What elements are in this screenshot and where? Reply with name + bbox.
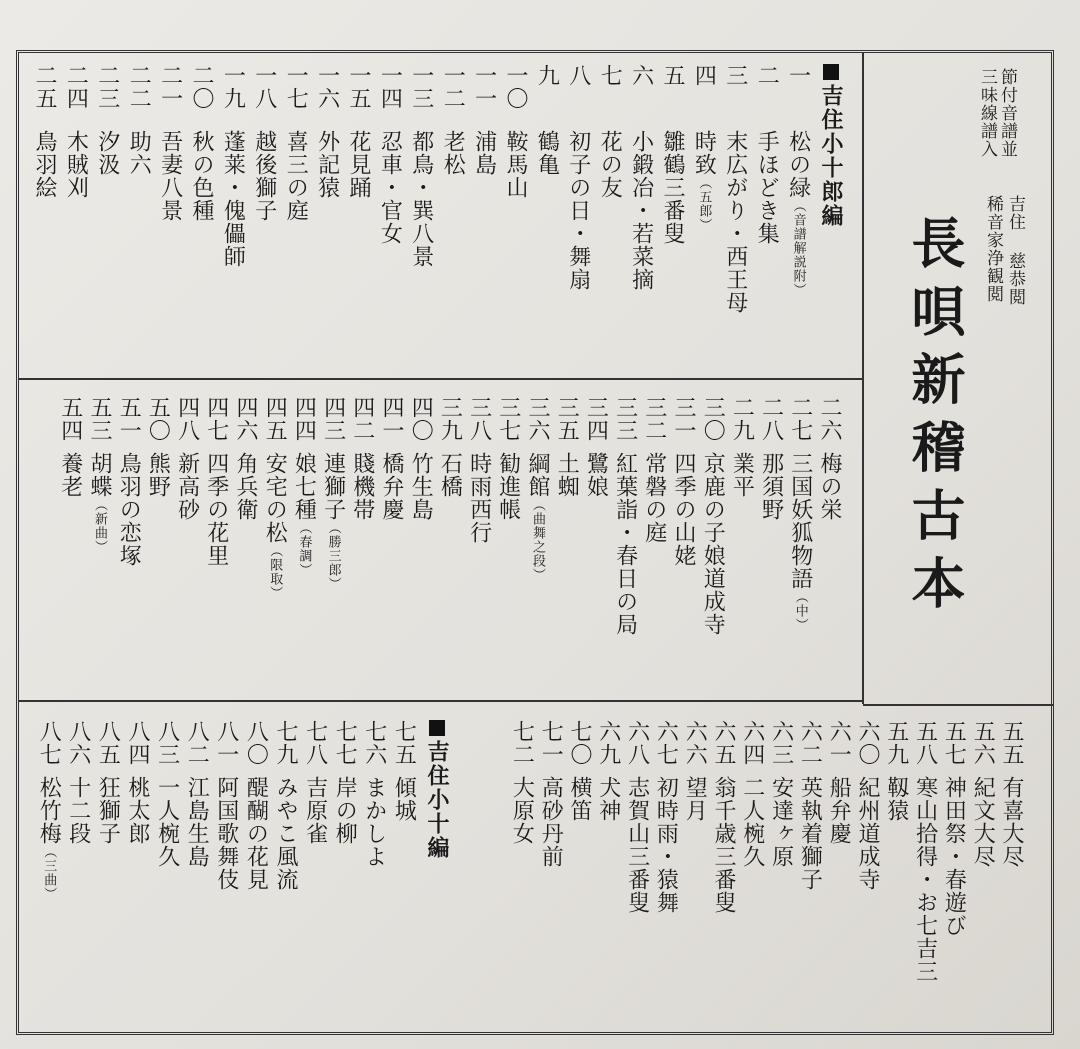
entry-title-text: 手ほどき集 bbox=[754, 130, 780, 245]
entry-title bbox=[440, 130, 466, 420]
entry-title bbox=[682, 776, 708, 1036]
entry-title-text: 京鹿の子娘道成寺 bbox=[700, 452, 726, 636]
entry-number: 六二 bbox=[797, 720, 823, 766]
entry-number: 三七 bbox=[495, 396, 521, 442]
section-heading bbox=[820, 64, 842, 228]
entry-title-text: 胡蝶 bbox=[87, 452, 112, 498]
entry-title-text: 鳥羽の恋塚 bbox=[116, 452, 142, 567]
entry-title bbox=[567, 130, 589, 420]
entry-title-text: 忍車・官女 bbox=[377, 130, 403, 245]
entry-title bbox=[95, 776, 121, 1036]
title-line-right-1: 節付音譜並 bbox=[997, 68, 1017, 158]
entry-number: 三三 bbox=[612, 396, 638, 442]
entry-title bbox=[700, 452, 726, 682]
entry-number: 一二 bbox=[440, 64, 466, 110]
entry-title-text: 雛鶴三番叟 bbox=[660, 130, 685, 245]
entry-number: 六七 bbox=[653, 720, 679, 766]
entry-title bbox=[410, 130, 432, 420]
entry-number: 四五 bbox=[262, 396, 288, 442]
entry-title bbox=[797, 776, 823, 1036]
entry-title bbox=[351, 452, 373, 682]
entry-title-text: 老松 bbox=[440, 130, 466, 176]
entry-title bbox=[408, 452, 434, 682]
entry-title-text: 綱館 bbox=[525, 452, 550, 498]
entry-title-text: 寒山拾得・お七吉三 bbox=[912, 776, 938, 983]
entry-title bbox=[88, 452, 110, 682]
entry-number: 七八 bbox=[302, 720, 328, 766]
title-reviewer-2: 稀音家浄観閲 bbox=[983, 195, 1003, 303]
entry-title bbox=[234, 452, 256, 682]
entry-number: 四三 bbox=[320, 396, 346, 442]
entry-number: 一七 bbox=[283, 64, 309, 110]
entry-number: 五〇 bbox=[145, 396, 171, 442]
entry-number: 四七 bbox=[203, 396, 229, 442]
entry-title bbox=[391, 776, 417, 1036]
heading-text: 吉住小十郎編 bbox=[818, 84, 844, 228]
entry-number: 六一 bbox=[826, 720, 852, 766]
entry-number: 二一 bbox=[157, 64, 183, 110]
entry-note: （五郎） bbox=[696, 176, 712, 232]
entry-title bbox=[626, 776, 648, 1036]
entry-title bbox=[691, 130, 717, 420]
entry-title bbox=[760, 452, 782, 682]
entry-title bbox=[538, 776, 564, 1036]
entry-title bbox=[787, 130, 809, 420]
entry-title bbox=[729, 452, 755, 682]
entry-title-text: 岸の柳 bbox=[332, 776, 358, 845]
entry-number: 六九 bbox=[595, 720, 621, 766]
entry-title bbox=[826, 776, 852, 1036]
entry-number: 一〇 bbox=[503, 64, 528, 110]
entry-title bbox=[614, 452, 636, 682]
entry-number: 一五 bbox=[346, 64, 371, 110]
title-line-right-2: 三味線譜入 bbox=[977, 68, 997, 158]
entry-number: 二八 bbox=[758, 396, 784, 442]
entry-number: 五九 bbox=[883, 720, 909, 766]
entry-title-text: 蓬莱・傀儡師 bbox=[220, 130, 246, 268]
entry-title-text: 大原女 bbox=[509, 776, 535, 845]
entry-title-text: まかしよ bbox=[361, 776, 387, 868]
entry-number: 七六 bbox=[361, 720, 387, 766]
book-title: 長唄新稽古本 bbox=[903, 215, 967, 623]
entry-number: 一 bbox=[785, 64, 811, 87]
entry-title-text: 一人椀久 bbox=[154, 776, 180, 868]
entry-title bbox=[253, 130, 275, 420]
entry-title bbox=[504, 130, 526, 420]
entry-title-text: 犬神 bbox=[595, 776, 621, 822]
entry-title bbox=[283, 130, 309, 420]
entry-number: 五四 bbox=[57, 396, 83, 442]
entry-number: 五 bbox=[660, 64, 685, 87]
entry-title-text: 高砂丹前 bbox=[538, 776, 564, 868]
entry-title bbox=[473, 130, 495, 420]
entry-title-text: 新高砂 bbox=[174, 452, 200, 521]
entry-title-text: 連獅子 bbox=[320, 452, 346, 521]
entry-number: 三九 bbox=[437, 396, 463, 442]
entry-number: 三一 bbox=[671, 396, 696, 442]
entry-title bbox=[363, 776, 385, 1036]
entry-title bbox=[262, 452, 288, 682]
entry-number: 三〇 bbox=[700, 396, 726, 442]
entry-number: 三四 bbox=[583, 396, 609, 442]
entry-number: 一六 bbox=[314, 64, 340, 110]
title-divider bbox=[862, 52, 864, 704]
entry-number: 二七 bbox=[787, 396, 813, 442]
entry-title bbox=[316, 130, 338, 420]
entry-title-text: 神田祭・春遊び bbox=[941, 776, 967, 937]
entry-number: 四六 bbox=[233, 396, 258, 442]
entry-note: （曲舞之段） bbox=[530, 498, 545, 582]
entry-title bbox=[332, 776, 358, 1036]
entry-title bbox=[63, 130, 89, 420]
heading-square-icon bbox=[429, 720, 445, 736]
entry-title bbox=[583, 452, 609, 682]
section-heading bbox=[426, 720, 448, 860]
entry-title bbox=[653, 776, 679, 1036]
entry-title bbox=[672, 452, 694, 682]
entry-number: 二二 bbox=[126, 64, 152, 110]
entry-title-text: 江島生島 bbox=[184, 776, 210, 868]
entry-title-text: 喜三の庭 bbox=[283, 130, 309, 222]
entry-title bbox=[190, 130, 212, 420]
entry-title-text: 安宅の松 bbox=[262, 452, 288, 544]
entry-number: 二六 bbox=[817, 396, 842, 442]
entry-title-text: 越後獅子 bbox=[251, 130, 277, 222]
entry-title-text: 志賀山三番叟 bbox=[624, 776, 650, 914]
entry-number: 八四 bbox=[125, 720, 150, 766]
entry-number: 六〇 bbox=[855, 720, 880, 766]
entry-title bbox=[215, 776, 237, 1036]
entry-title bbox=[643, 452, 665, 682]
entry-title-text: 熊野 bbox=[145, 452, 171, 498]
entry-title-text: 外記猿 bbox=[314, 130, 340, 199]
entry-title bbox=[347, 130, 369, 420]
entry-number: 一九 bbox=[220, 64, 246, 110]
entry-title-text: 娘七種 bbox=[291, 452, 317, 521]
entry-number: 七〇 bbox=[567, 720, 592, 766]
entry-number: 四四 bbox=[291, 396, 317, 442]
entry-title-text: 鳥羽絵 bbox=[32, 130, 57, 199]
entry-note: （音譜解説附） bbox=[790, 199, 806, 297]
entry-number: 五六 bbox=[970, 720, 996, 766]
entry-title-text: 常磐の庭 bbox=[641, 452, 667, 544]
entry-number: 六 bbox=[628, 64, 654, 87]
entry-title bbox=[970, 776, 996, 1036]
entry-title-text: 四季の山姥 bbox=[671, 452, 696, 567]
entry-number: 四一 bbox=[379, 396, 404, 442]
entry-title-text: 業平 bbox=[729, 452, 755, 498]
entry-number: 五八 bbox=[912, 720, 938, 766]
entry-title-text: 時雨西行 bbox=[466, 452, 492, 544]
entry-title-text: 都鳥・巽八景 bbox=[408, 130, 434, 268]
entry-number: 八三 bbox=[154, 720, 180, 766]
entry-title-text: 阿国歌舞伎 bbox=[213, 776, 239, 891]
entry-title bbox=[885, 776, 907, 1036]
entry-number: 六四 bbox=[739, 720, 765, 766]
entry-number: 二 bbox=[754, 64, 780, 87]
entry-title-text: 四季の花里 bbox=[203, 452, 229, 567]
entry-note: （限取） bbox=[267, 544, 283, 600]
divider-3 bbox=[863, 704, 1053, 706]
entry-title-text: 英執着獅子 bbox=[797, 776, 823, 891]
entry-title-text: 三国妖狐物語 bbox=[787, 452, 813, 590]
entry-title bbox=[274, 776, 296, 1036]
entry-number: 三八 bbox=[466, 396, 492, 442]
entry-number: 一四 bbox=[377, 64, 403, 110]
entry-title bbox=[630, 130, 652, 420]
entry-title-text: 梅の栄 bbox=[817, 452, 842, 521]
entry-title-text: 松竹梅 bbox=[36, 776, 62, 845]
entry-title bbox=[33, 130, 55, 420]
entry-title bbox=[126, 130, 152, 420]
entry-title bbox=[304, 776, 326, 1036]
entry-title-text: 傾城 bbox=[391, 776, 417, 822]
entry-title bbox=[770, 776, 792, 1036]
entry-number: 八七 bbox=[36, 720, 62, 766]
entry-number: 四二 bbox=[349, 396, 375, 442]
entry-title bbox=[145, 452, 171, 682]
entry-title bbox=[176, 452, 198, 682]
entry-title bbox=[661, 130, 683, 420]
entry-title bbox=[534, 130, 560, 420]
entry-title bbox=[597, 130, 623, 420]
entry-title-text: 木賊刈 bbox=[63, 130, 89, 199]
entry-number: 四八 bbox=[174, 396, 200, 442]
entry-number: 四 bbox=[691, 64, 717, 87]
entry-title bbox=[322, 452, 344, 682]
entry-title bbox=[468, 452, 490, 682]
entry-number: 八五 bbox=[95, 720, 121, 766]
entry-number: 六五 bbox=[711, 720, 736, 766]
entry-title bbox=[712, 776, 734, 1036]
entry-number: 七一 bbox=[538, 720, 564, 766]
entry-title bbox=[96, 130, 118, 420]
entry-title bbox=[789, 452, 811, 682]
entry-title-text: 紀文大尽 bbox=[970, 776, 996, 868]
entry-number: 六三 bbox=[768, 720, 794, 766]
entry-title-text: 秋の色種 bbox=[189, 130, 214, 222]
heading-text: 吉住小十編 bbox=[424, 740, 450, 860]
entry-note: （春調） bbox=[296, 521, 312, 577]
entry-title bbox=[243, 776, 269, 1036]
entry-number: 八六 bbox=[65, 720, 91, 766]
entry-title-text: 醍醐の花見 bbox=[243, 776, 269, 891]
entry-title-text: 鶴亀 bbox=[534, 130, 560, 176]
entry-title bbox=[818, 452, 840, 682]
entry-title bbox=[509, 776, 535, 1036]
entry-title bbox=[856, 776, 878, 1036]
entry-number: 六八 bbox=[624, 720, 650, 766]
entry-title-text: 翁千歳三番叟 bbox=[711, 776, 736, 914]
entry-title-text: 汐汲 bbox=[94, 130, 120, 176]
entry-title-text: 浦島 bbox=[471, 130, 497, 176]
entry-title bbox=[914, 776, 936, 1036]
entry-title-text: 角兵衛 bbox=[233, 452, 258, 521]
entry-title bbox=[741, 776, 763, 1036]
heading-square-icon bbox=[823, 64, 839, 80]
entry-title-text: 那須野 bbox=[758, 452, 784, 521]
entry-title bbox=[380, 452, 402, 682]
entry-title-text: 鞍馬山 bbox=[503, 130, 528, 199]
entry-title-text: 有喜大尽 bbox=[999, 776, 1024, 868]
entry-title-text: 橋弁慶 bbox=[379, 452, 404, 521]
entry-number: 七二 bbox=[509, 720, 535, 766]
entry-title-text: 狂獅子 bbox=[95, 776, 121, 845]
entry-number: 三 bbox=[722, 64, 748, 87]
entry-number: 八一 bbox=[213, 720, 239, 766]
entry-title-text: 十二段 bbox=[65, 776, 91, 845]
entry-number: 六六 bbox=[682, 720, 708, 766]
entry-title-text: 土蜘 bbox=[554, 452, 580, 498]
entry-title bbox=[205, 452, 227, 682]
entry-number: 九 bbox=[534, 64, 560, 87]
entry-title-text: 安達ヶ原 bbox=[768, 776, 794, 868]
entry-title-text: 横笛 bbox=[567, 776, 592, 822]
entry-number: 三五 bbox=[554, 396, 580, 442]
entry-note: （中） bbox=[792, 590, 808, 632]
entry-title-text: 松の緑 bbox=[785, 130, 811, 199]
entry-title bbox=[159, 130, 181, 420]
entry-number: 二五 bbox=[32, 64, 57, 110]
entry-title-text: 吉原雀 bbox=[302, 776, 328, 845]
entry-number: 八〇 bbox=[243, 720, 269, 766]
entry-note: （勝三郎） bbox=[325, 521, 341, 591]
entry-number: 三六 bbox=[525, 396, 550, 442]
entry-title-text: 花見踊 bbox=[346, 130, 371, 199]
entry-title bbox=[184, 776, 210, 1036]
entry-title-text: 石橋 bbox=[437, 452, 463, 498]
entry-number: 七 bbox=[597, 64, 623, 87]
entry-number: 五五 bbox=[999, 720, 1024, 766]
entry-number: 五一 bbox=[116, 396, 142, 442]
entry-title-text: 二人椀久 bbox=[739, 776, 765, 868]
entry-title-text: 竹生島 bbox=[408, 452, 434, 521]
entry-number: 二九 bbox=[729, 396, 755, 442]
entry-number: 八 bbox=[565, 64, 591, 87]
entry-title bbox=[941, 776, 967, 1036]
entry-title bbox=[497, 452, 519, 682]
entry-title-text: 初時雨・猿舞 bbox=[653, 776, 679, 914]
entry-number: 二三 bbox=[94, 64, 120, 110]
entry-title-text: 助六 bbox=[126, 130, 152, 176]
entry-title bbox=[156, 776, 178, 1036]
entry-title bbox=[291, 452, 317, 682]
entry-title bbox=[724, 130, 746, 420]
entry-title-text: 鷺娘 bbox=[583, 452, 609, 498]
entry-title bbox=[597, 776, 619, 1036]
entry-title bbox=[59, 452, 81, 682]
entry-title-text: 小鍛冶・若菜摘 bbox=[628, 130, 654, 291]
entry-title-text: 靱猿 bbox=[883, 776, 909, 822]
entry-title-text: 花の友 bbox=[597, 130, 623, 199]
entry-note: （新曲） bbox=[92, 498, 107, 554]
entry-number: 四〇 bbox=[408, 396, 434, 442]
entry-title-text: 初子の日・舞扇 bbox=[565, 130, 591, 291]
title-reviewer-1: 吉住 慈恭閲 bbox=[1005, 195, 1025, 306]
entry-title-text: 時致 bbox=[691, 130, 717, 176]
entry-title-text: 桃太郎 bbox=[125, 776, 150, 845]
entry-title-text: 紀州道成寺 bbox=[855, 776, 880, 891]
entry-number: 七五 bbox=[391, 720, 417, 766]
entry-title bbox=[754, 130, 780, 420]
entry-title bbox=[36, 776, 62, 1036]
entry-number: 一八 bbox=[251, 64, 277, 110]
entry-title bbox=[220, 130, 246, 420]
entry-number: 五三 bbox=[87, 396, 112, 442]
entry-title bbox=[554, 452, 580, 682]
entry-number: 二〇 bbox=[189, 64, 214, 110]
entry-title bbox=[526, 452, 548, 682]
entry-number: 二四 bbox=[63, 64, 89, 110]
entry-title-text: 望月 bbox=[682, 776, 708, 822]
entry-number: 八二 bbox=[184, 720, 210, 766]
entry-number: 七七 bbox=[332, 720, 358, 766]
entry-title bbox=[116, 452, 142, 682]
entry-title-text: 末広がり・西王母 bbox=[722, 130, 748, 314]
entry-title-text: 船弁慶 bbox=[826, 776, 852, 845]
entry-title bbox=[568, 776, 590, 1036]
entry-number: 一三 bbox=[408, 64, 434, 110]
entry-number: 五七 bbox=[941, 720, 967, 766]
divider-2 bbox=[18, 700, 863, 702]
entry-number: 一一 bbox=[471, 64, 497, 110]
entry-title bbox=[67, 776, 89, 1036]
entry-title-text: 賤機帯 bbox=[349, 452, 375, 521]
entry-title-text: みやこ風流 bbox=[273, 776, 298, 891]
entry-title-text: 吾妻八景 bbox=[157, 130, 183, 222]
entry-title-text: 勧進帳 bbox=[495, 452, 521, 521]
entry-title bbox=[437, 452, 463, 682]
entry-title bbox=[1000, 776, 1022, 1036]
entry-title-text: 紅葉詣・春日の局 bbox=[612, 452, 638, 636]
entry-title-text: 養老 bbox=[57, 452, 83, 498]
entry-number: 七九 bbox=[273, 720, 298, 766]
entry-note: （三曲） bbox=[41, 845, 57, 901]
entry-title bbox=[126, 776, 148, 1036]
entry-number: 三二 bbox=[641, 396, 667, 442]
